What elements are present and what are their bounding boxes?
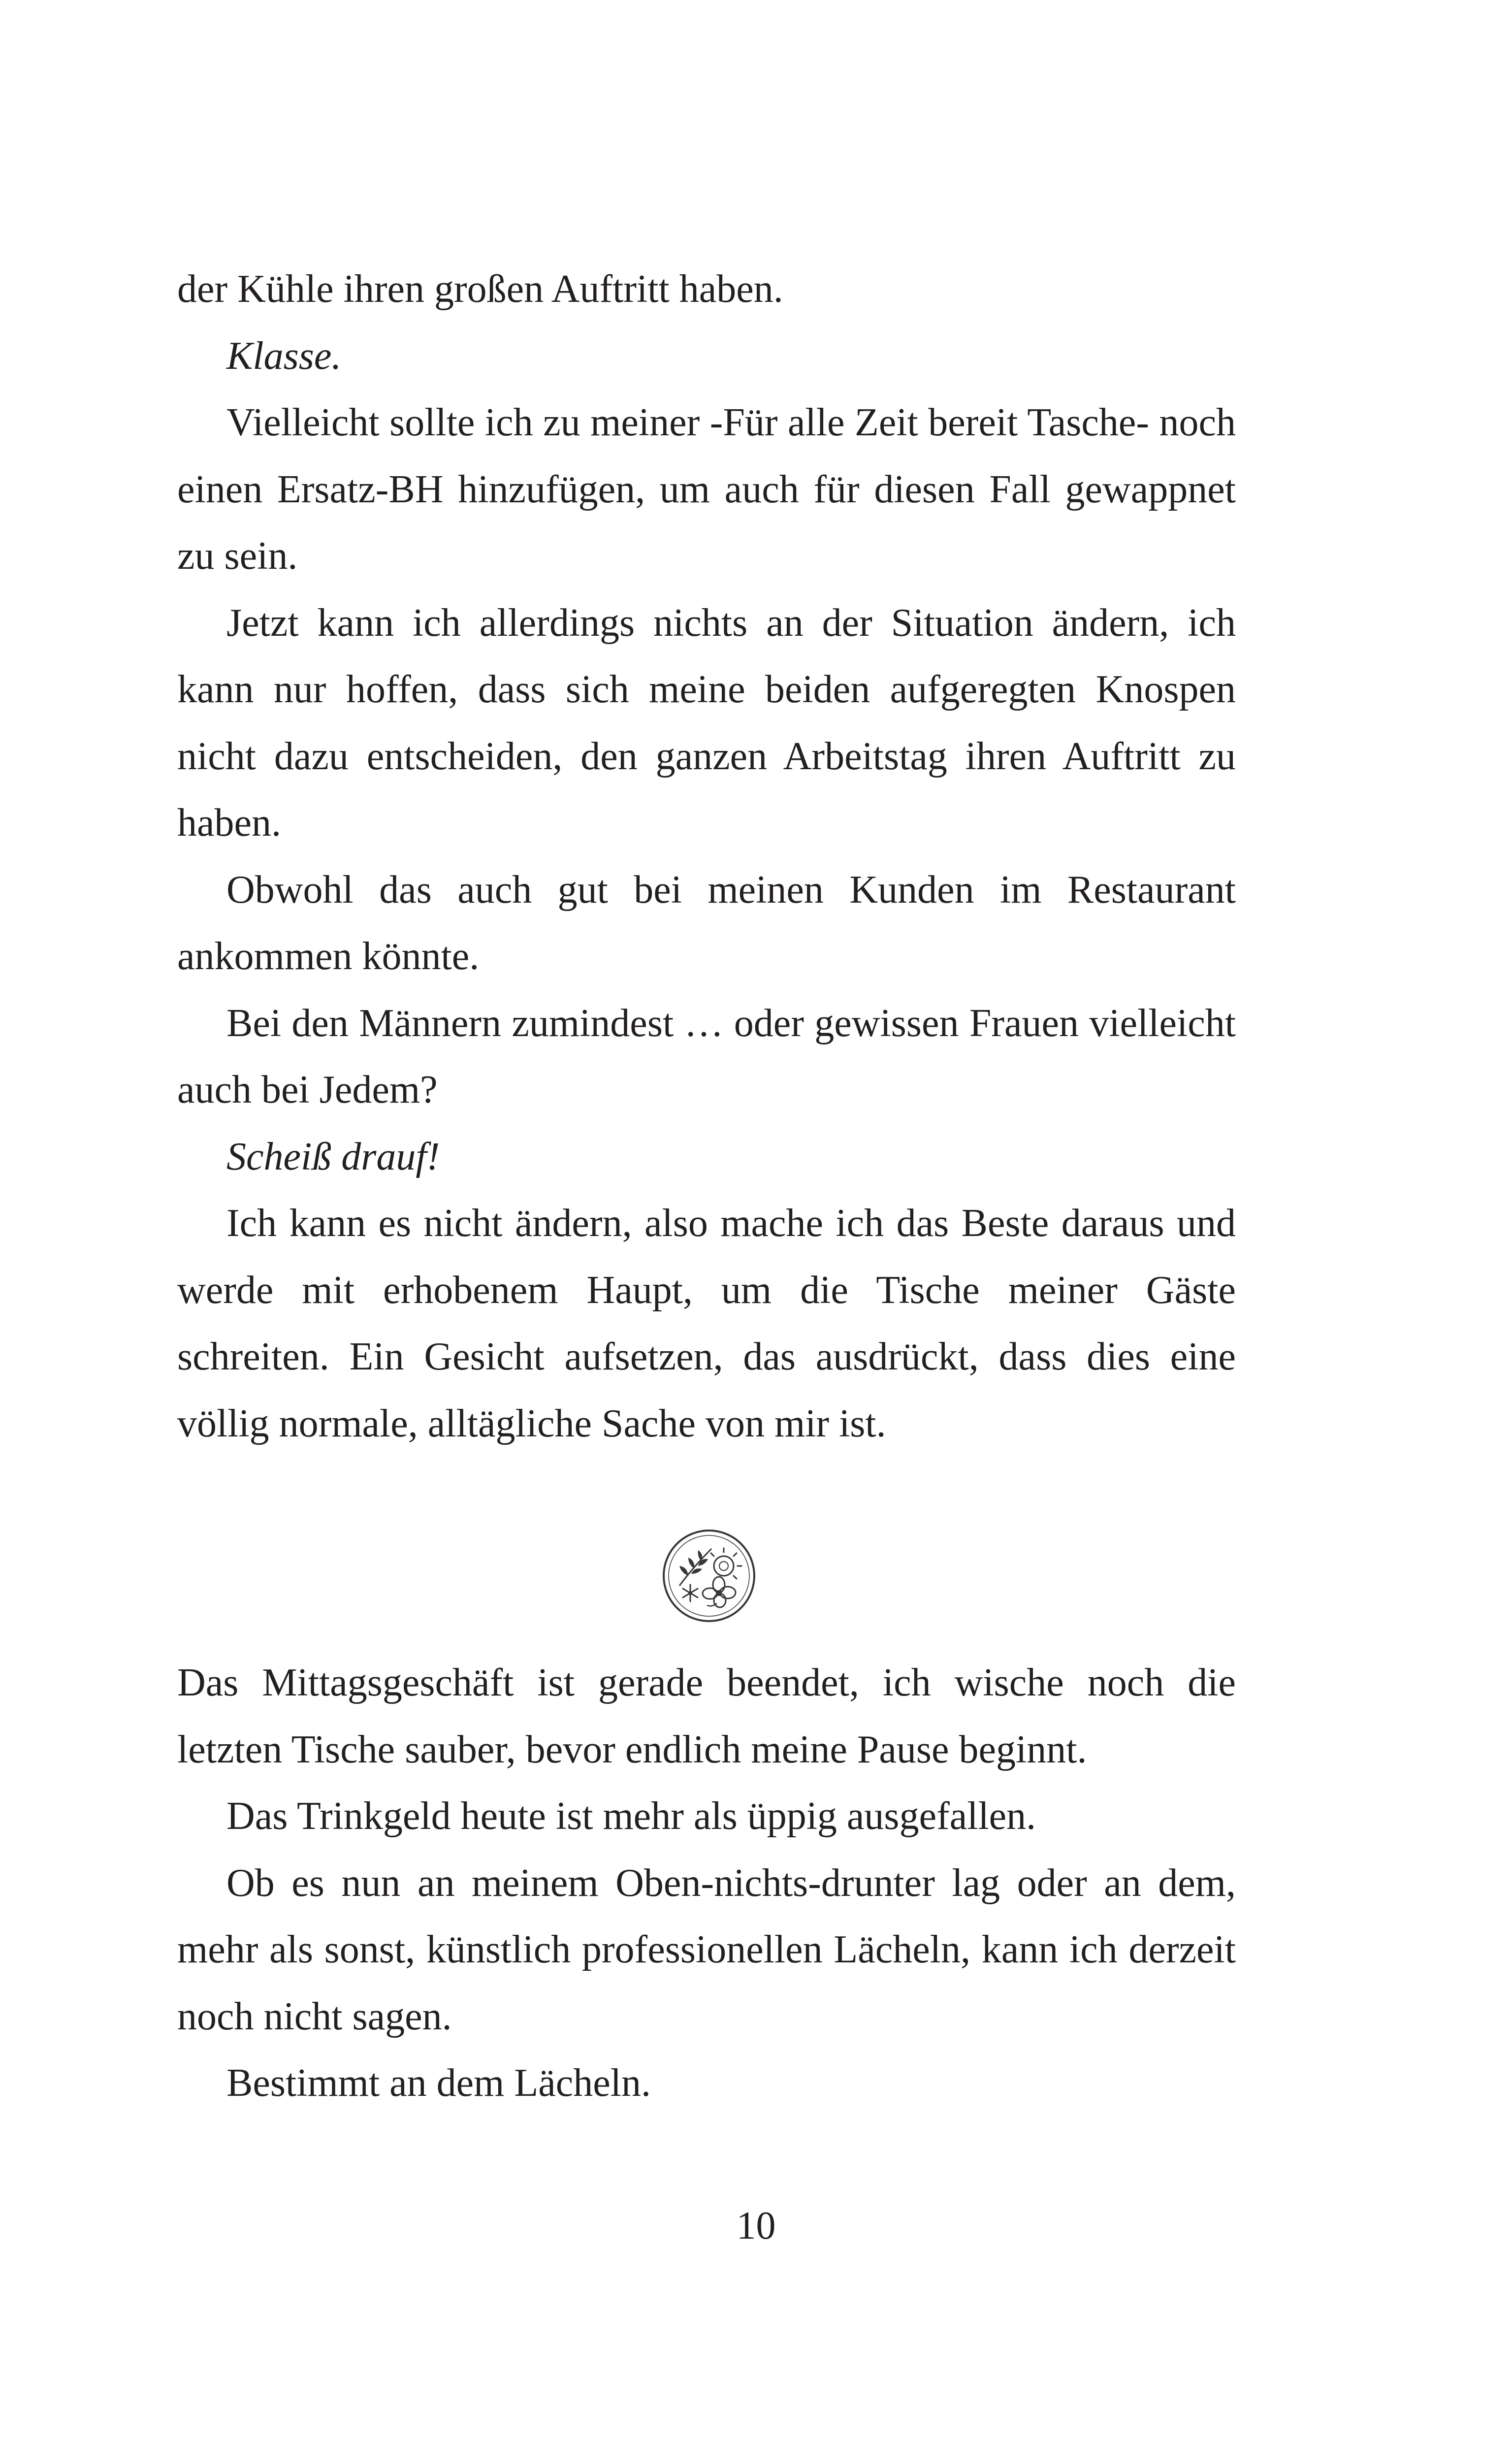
text-section-one <box>177 256 1236 1457</box>
paragraph: Jetzt kann ich allerdings nichts an der Situation ändern, ich kann nur hoffen, dass sich meine beiden aufgeregten Knospen nicht dazu entscheiden, den ganzen Arbeitstag ihren Auftritt zu haben. <box>177 601 1236 845</box>
paragraph: Vielleicht sollte ich zu meiner -Für alle Zeit bereit Tasche- noch einen Ersatz-BH hinzufügen, um auch für diesen Fall gewappnet zu sein. <box>177 401 1236 578</box>
paragraph: Obwohl das auch gut bei meinen Kunden im Restaurant ankommen könnte. <box>177 868 1236 978</box>
text-section-two <box>177 1650 1236 2117</box>
paragraph: Ob es nun an meinem Oben-nichts-drunter lag oder an dem, mehr als sonst, künstlich professionellen Lächeln, kann ich derzeit noch nicht sagen. <box>177 1861 1236 2038</box>
paragraph: Bestimmt an dem Lächeln. <box>226 2061 651 2105</box>
paragraph: der Kühle ihren großen Auftritt haben. <box>177 267 783 311</box>
paragraph: Das Trinkgeld heute ist mehr als üppig ausgefallen. <box>226 1794 1036 1838</box>
paragraph: Klasse. <box>226 334 342 378</box>
paragraph: Das Mittagsgeschäft ist gerade beendet, ich wische noch die letzten Tische sauber, bevor endlich meine Pause beginnt. <box>177 1661 1236 1771</box>
seasons-emblem-icon <box>660 1527 758 1625</box>
page-number: 10 <box>736 2204 776 2248</box>
paragraph: Ich kann es nicht ändern, also mache ich das Beste daraus und werde mit erhobenem Haupt, um die Tische meiner Gäste schreiten. Ein Gesicht aufsetzen, das ausdrückt, dass dies eine völlig normale, alltägliche Sache von mir ist. <box>177 1202 1236 1445</box>
paragraph: Scheiß drauf! <box>226 1135 440 1178</box>
paragraph: Bei den Männern zumindest … oder gewissen Frauen vielleicht auch bei Jedem? <box>177 1001 1236 1111</box>
